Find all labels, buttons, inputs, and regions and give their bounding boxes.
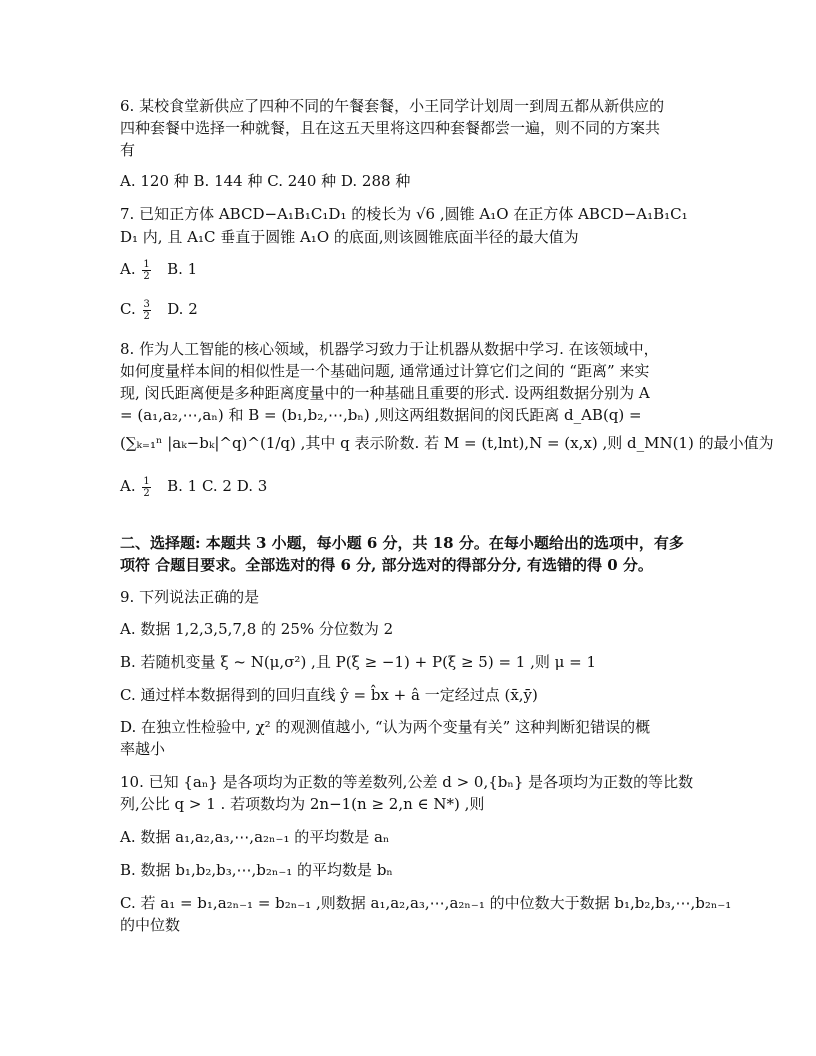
q7-line-2: D₁ 内, 且 A₁C 垂直于圆锥 A₁O 的底面,则该圆锥底面半径的最大值为 [120, 228, 579, 246]
q9-stem: 9. 下列说法正确的是 [120, 588, 260, 606]
q7-options-cd [120, 298, 198, 322]
q10-line-1: 10. 已知 {aₙ} 是各项均为正数的等差数列,公差 d > 0,{bₙ} 是各项均为正数的等比数 [120, 773, 694, 791]
q8-options [120, 475, 267, 499]
q9-option-b: B. 若随机变量 ξ ~ N(μ,σ²) ,且 P(ξ ≥ −1) + P(ξ ≥ 5) = 1 ,则 μ = 1 [120, 653, 597, 671]
q7-option-b: B. 1 [167, 260, 198, 278]
q7-option-a-label: A. [120, 260, 136, 278]
q8-option-a-fraction [142, 476, 150, 499]
q10-option-c-line-2: 的中位数 [120, 916, 181, 934]
q8-option-a-numerator: 1 [143, 475, 150, 487]
q7-option-a-denominator: 2 [143, 270, 150, 282]
q7-option-c-numerator: 3 [143, 298, 150, 310]
q7-option-a-fraction [142, 259, 150, 282]
q9-option-c: C. 通过样本数据得到的回归直线 ŷ = b̂x + â 一定经过点 (x̄,ȳ) [120, 686, 538, 704]
q10-option-c-line-1: C. 若 a₁ = b₁,a₂ₙ₋₁ = b₂ₙ₋₁ ,则数据 a₁,a₂,a₃,⋯,a₂ₙ₋₁ 的中位数大于数据 b₁,b₂,b₃,⋯,b₂ₙ₋₁ [120, 894, 732, 912]
q10-line-2: 列,公比 q > 1 . 若项数均为 2n−1(n ≥ 2,n ∈ N*) ,则 [120, 795, 485, 813]
q7-option-c-denominator: 2 [143, 310, 150, 322]
q7-line-1: 7. 已知正方体 ABCD−A₁B₁C₁D₁ 的棱长为 √6 ,圆锥 A₁O 在正方体 ABCD−A₁B₁C₁ [120, 205, 688, 223]
q8-line-3: 现, 闵氏距离便是多种距离度量中的一种基础且重要的形式. 设两组数据分别为 A [120, 384, 650, 402]
section-2-heading-line-1: 二、选择题: 本题共 3 小题，每小题 6 分，共 18 分。在每小题给出的选项中，有多 [120, 534, 684, 552]
q8-line-5: (∑ₖ₌₁ⁿ |aₖ−bₖ|^q)^(1/q) ,其中 q 表示阶数. 若 M = (t,lnt),N = (x,x) ,则 d_MN(1) 的最小值为 [120, 434, 774, 452]
q9-option-d-line-1: D. 在独立性检验中, χ² 的观测值越小, “认为两个变量有关” 这种判断犯错误的概 [120, 718, 651, 736]
q7-option-c-label: C. [120, 300, 136, 318]
q6-line-1: 6. 某校食堂新供应了四种不同的午餐套餐，小王同学计划周一到周五都从新供应的 [120, 97, 665, 115]
q7-options-ab [120, 258, 197, 282]
q10-option-a: A. 数据 a₁,a₂,a₃,⋯,a₂ₙ₋₁ 的平均数是 aₙ [120, 828, 390, 846]
q6-options: A. 120 种 B. 144 种 C. 240 种 D. 288 种 [120, 172, 411, 190]
q10-option-b: B. 数据 b₁,b₂,b₃,⋯,b₂ₙ₋₁ 的平均数是 bₙ [120, 861, 393, 879]
q9-option-a: A. 数据 1,2,3,5,7,8 的 25% 分位数为 2 [120, 620, 394, 638]
q9-option-d-line-2: 率越小 [120, 740, 166, 758]
q8-option-a-denominator: 2 [143, 487, 150, 499]
q7-option-a-numerator: 1 [143, 258, 150, 270]
q7-option-c-fraction [143, 299, 151, 322]
q8-line-2: 如何度量样本间的相似性是一个基础问题, 通常通过计算它们之间的 “距离” 来实 [120, 362, 650, 380]
q6-line-2: 四种套餐中选择一种就餐，且在这五天里将这四种套餐都尝一遍，则不同的方案共 [120, 119, 661, 137]
q7-option-d: D. 2 [167, 300, 198, 318]
q8-option-rest: B. 1 C. 2 D. 3 [167, 477, 268, 495]
q6-line-3: 有 [120, 141, 136, 159]
q8-line-4: = (a₁,a₂,⋯,aₙ) 和 B = (b₁,b₂,⋯,bₙ) ,则这两组数据间的闵氏距离 d_AB(q) = [120, 406, 642, 424]
q8-line-1: 8. 作为人工智能的核心领域，机器学习致力于让机器从数据中学习. 在该领域中， [120, 340, 659, 358]
section-2-heading-line-2: 项符 合题目要求。全部选对的得 6 分, 部分选对的得部分分, 有选错的得 0 分。 [120, 556, 653, 574]
q8-option-a-label: A. [120, 477, 136, 495]
